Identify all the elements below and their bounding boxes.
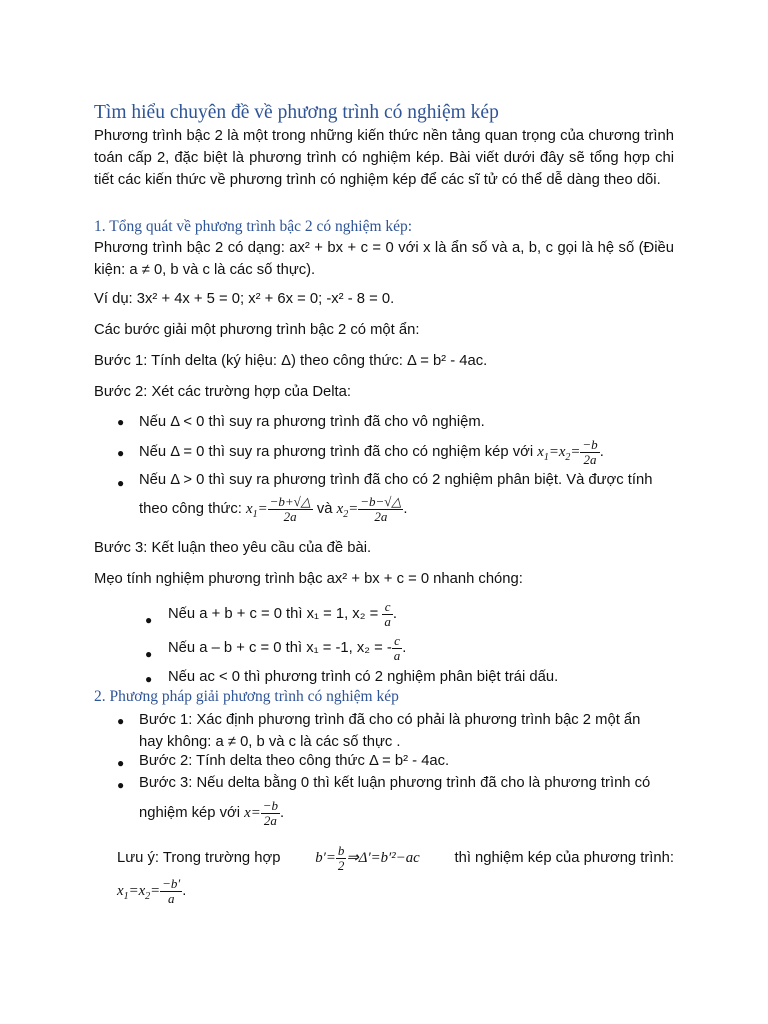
method-step-2: Bước 2: Tính delta theo công thức Δ = b² - 4ac. [139, 753, 450, 769]
tip-2: Nếu a – b + c = 0 thì x₁ = -1, x₂ = - $\frac{c}{a}$ . [168, 633, 407, 663]
method-step-1-line1: Bước 1: Xác định phương trình đã cho có phải là phương trình bậc 2 một ẩn [139, 712, 641, 728]
steps-intro: Các bước giải một phương trình bậc 2 có một ẩn: [94, 322, 420, 338]
bullet-icon: ● [117, 476, 125, 490]
method-step-3-line1: Bước 3: Nếu delta bằng 0 thì kết luận phương trình đã cho là phương trình có [139, 775, 651, 791]
bullet-icon: ● [145, 613, 153, 627]
bullet-icon: ● [145, 647, 153, 661]
section-2-heading: 2. Phương pháp giải phương trình có nghiệm kép [94, 688, 399, 705]
bullet-icon: ● [117, 446, 125, 460]
page-title: Tìm hiểu chuyên đề về phương trình có nghiệm kép [94, 102, 499, 123]
case-positive-delta-line1: Nếu Δ > 0 thì suy ra phương trình đã cho có 2 nghiệm phân biệt. Và được tính [139, 472, 653, 488]
note-line: Lưu ý: Trong trường hợp b′= $\frac{b}{2}$ ⇒Δ′=b′²−ac thì nghiệm kép của phương trình: [117, 843, 674, 873]
tip-3: Nếu ac < 0 thì phương trình có 2 nghiệm phân biệt trái dấu. [168, 669, 559, 685]
bullet-icon: ● [117, 714, 125, 728]
bullet-icon: ● [117, 778, 125, 792]
case-negative-delta: Nếu Δ < 0 thì suy ra phương trình đã cho vô nghiệm. [139, 414, 485, 430]
step-1-delta: Bước 1: Tính delta (ký hiệu: Δ) theo công thức: Δ = b² - 4ac. [94, 353, 488, 369]
step-3-conclude: Bước 3: Kết luận theo yêu cầu của đề bài. [94, 540, 372, 556]
bullet-icon: ● [117, 756, 125, 770]
tips-intro: Mẹo tính nghiệm phương trình bậc ax² + bx + c = 0 nhanh chóng: [94, 571, 523, 587]
bullet-icon: ● [145, 672, 153, 686]
intro-paragraph: Phương trình bậc 2 là một trong những kiến thức nền tảng quan trọng của chương trình toán cấp 2, đặc biệt là phương trình có nghiệm kép. Bài viết dưới đây sẽ tổng hợp chi tiết các kiến thức về phương trình có nghiệm kép để các sĩ tử có thể dễ dàng theo dõi. [94, 128, 674, 188]
case-positive-delta-formula: theo công thức: $x_1=$ $\frac{-b+√\triangle}{2a}$ và $x_2=$ $\frac{-b-√\triangle}{2a}$ . [139, 494, 408, 524]
bullet-icon: ● [117, 415, 125, 429]
case-zero-delta: Nếu Δ = 0 thì suy ra phương trình đã cho có nghiệm kép với $x_1=x_2=$ $\frac{-b}{2a}$ . [139, 437, 604, 467]
example-line: Ví dụ: 3x² + 4x + 5 = 0; x² + 6x = 0; -x² - 8 = 0. [94, 291, 395, 307]
section-1-heading: 1. Tổng quát về phương trình bậc 2 có nghiệm kép: [94, 218, 413, 235]
step-2-cases: Bước 2: Xét các trường hợp của Delta: [94, 384, 352, 400]
note-formula: $x_1=x_2=$ $\frac{-b'}{a}$ . [117, 876, 187, 906]
quadratic-form-paragraph: Phương trình bậc 2 có dạng: ax² + bx + c = 0 với x là ẩn số và a, b, c gọi là hệ số (Điều kiện: a ≠ 0, b và c là các số thực). [94, 240, 674, 278]
method-step-1-line2: hay không: a ≠ 0, b và c là các số thực . [139, 734, 401, 750]
method-step-3-line2: nghiệm kép với x= $\frac{-b}{2a}$ . [139, 798, 285, 828]
tip-1: Nếu a + b + c = 0 thì x₁ = 1, x₂ = $\frac{c}{a}$ . [168, 599, 397, 629]
